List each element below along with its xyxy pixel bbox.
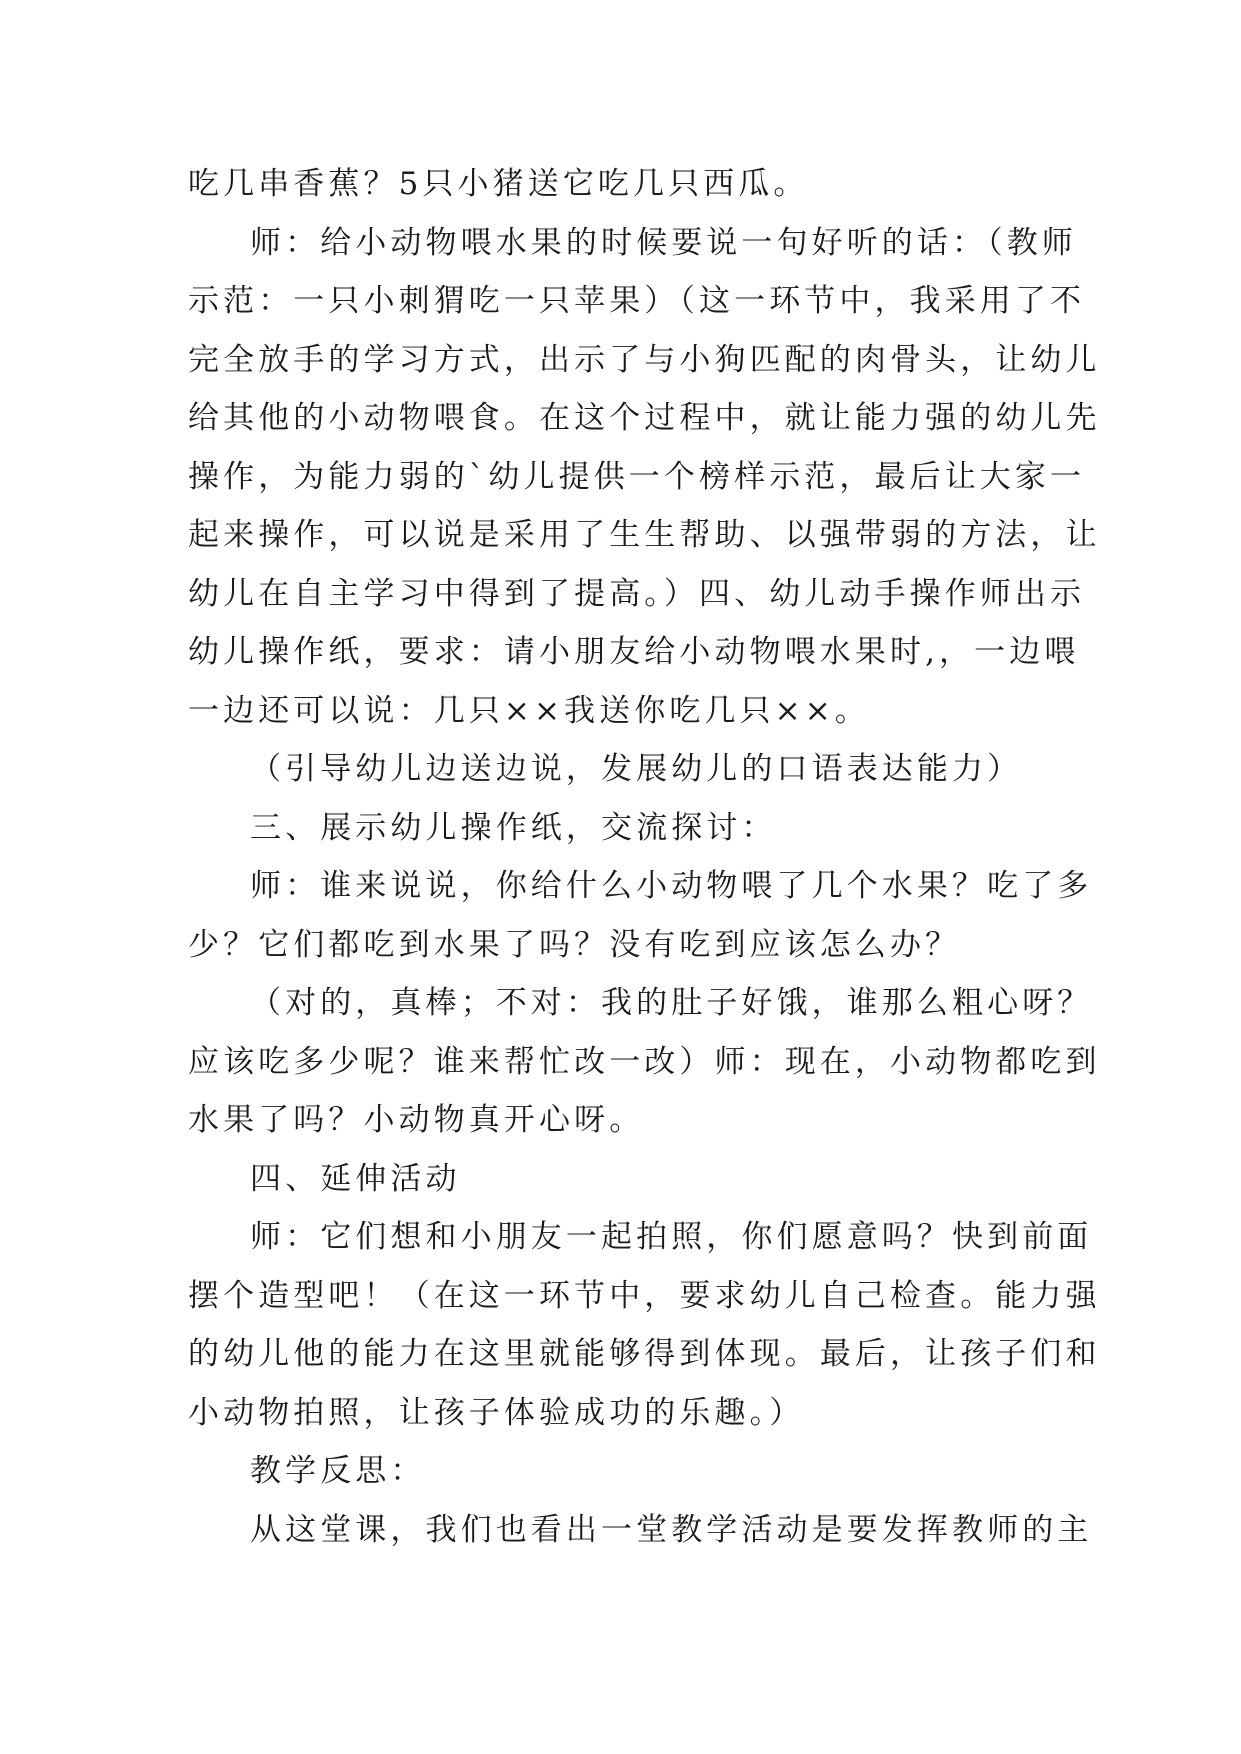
text-line: 幼儿操作纸，要求：请小朋友给小动物喂水果时,，一边喂 [188, 634, 1080, 670]
text-line: 给其他的小动物喂食。在这个过程中，就让能力强的幼儿先 [188, 400, 1101, 436]
section-heading: 三、展示幼儿操作纸，交流探讨： [250, 809, 777, 846]
text-line: 起来操作，可以说是采用了生生帮助、以强带弱的方法，让 [188, 517, 1101, 553]
document-body [188, 155, 1101, 1559]
text-line: 吃几串香蕉？5只小猪送它吃几只西瓜。 [188, 166, 809, 202]
text-line: 示范：一只小刺猬吃一只苹果）（这一环节中，我采用了不 [188, 283, 1086, 319]
section-heading: 教学反思： [250, 1453, 426, 1489]
text-line: 一边还可以说：几只××我送你吃几只××。 [188, 692, 870, 729]
text-line: 小动物拍照，让孩子体验成功的乐趣。） [188, 1394, 805, 1431]
text-line: 师：给小动物喂水果的时候要说一句好听的话：（教师 [250, 224, 1077, 261]
text-line: 水果了吗？小动物真开心呀。 [188, 1102, 645, 1138]
section-heading: 四、延伸活动 [250, 1160, 461, 1197]
text-line: 少？它们都吃到水果了吗？没有吃到应该怎么办？ [188, 926, 961, 963]
text-line: 师：谁来说说，你给什么小动物喂了几个水果？吃了多 [250, 868, 1093, 904]
text-line: 应该吃多少呢？谁来帮忙改一改）师：现在，小动物都吃到 [188, 1043, 1101, 1080]
text-line: 幼儿在自主学习中得到了提高。）四、幼儿动手操作师出示 [188, 575, 1086, 612]
text-line: 完全放手的学习方式，出示了与小狗匹配的肉骨头，让幼儿 [188, 341, 1101, 378]
text-line: （对的，真棒；不对：我的肚子好饿，谁那么粗心呀？ [250, 985, 1093, 1021]
text-line: （引导幼儿边送边说，发展幼儿的口语表达能力） [250, 751, 1023, 787]
text-line: 的幼儿他的能力在这里就能够得到体现。最后，让孩子们和 [188, 1336, 1101, 1372]
text-line: 师：它们想和小朋友一起拍照，你们愿意吗？快到前面 [250, 1219, 1093, 1255]
text-line: 操作，为能力弱的`幼儿提供一个榜样示范，最后让大家一 [188, 458, 1086, 495]
text-line: 摆个造型吧！（在这一环节中，要求幼儿自己检查。能力强 [188, 1277, 1101, 1314]
text-line: 从这堂课，我们也看出一堂教学活动是要发挥教师的主 [250, 1511, 1093, 1548]
